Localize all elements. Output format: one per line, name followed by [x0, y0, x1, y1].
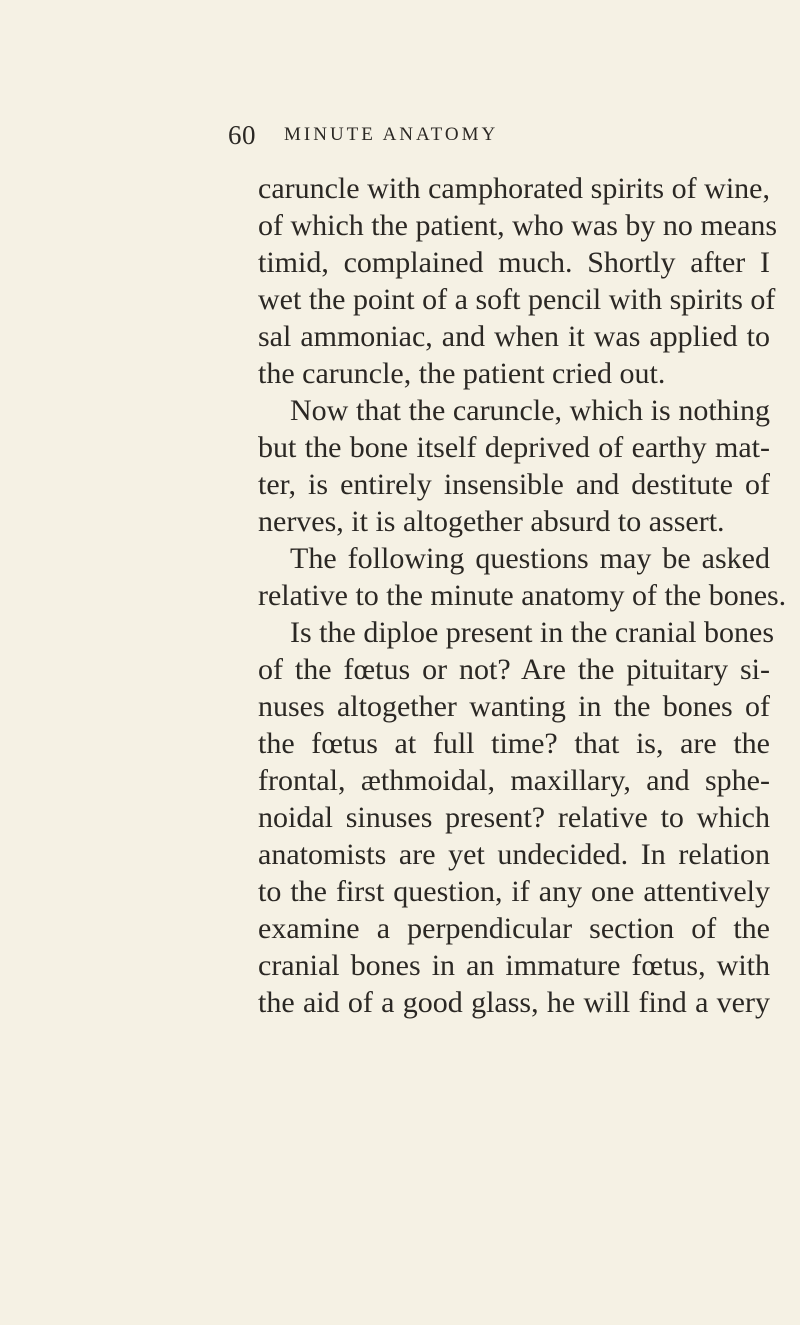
text-line: the fœtus at full time? that is, are the: [258, 727, 770, 760]
text-line: sal ammoniac, and when it was applied to: [258, 320, 770, 353]
text-line: ter, is entirely insensible and destitute of: [258, 468, 770, 501]
text-line: the caruncle, the patient cried out.: [258, 357, 666, 390]
page-header: [228, 120, 728, 160]
text-line: caruncle with camphorated spirits of wine,: [258, 172, 770, 205]
text-line: examine a perpendicular section of the: [258, 912, 770, 945]
text-line: timid, complained much. Shortly after I: [258, 246, 770, 279]
text-line: Now that the caruncle, which is nothing: [290, 394, 770, 427]
text-line: nerves, it is altogether absurd to assert.: [258, 505, 725, 538]
text-line: cranial bones in an immature fœtus, with: [258, 949, 770, 982]
text-line: The following questions may be asked: [290, 542, 770, 575]
text-line: of which the patient, who was by no means: [258, 209, 778, 242]
text-line: noidal sinuses present? relative to which: [258, 801, 770, 834]
text-line: but the bone itself deprived of earthy mat-: [258, 431, 770, 464]
text-line: the aid of a good glass, he will find a very: [258, 986, 770, 1019]
text-line: to the first question, if any one attentively: [258, 875, 770, 908]
text-line: nuses altogether wanting in the bones of: [258, 690, 770, 723]
text-line: Is the diploe present in the cranial bones: [290, 616, 775, 649]
text-line: wet the point of a soft pencil with spirits of: [258, 283, 776, 316]
page-number: 60: [228, 120, 256, 150]
text-line: frontal, æthmoidal, maxillary, and sphe-: [258, 764, 770, 797]
text-line: of the fœtus or not? Are the pituitary si-: [258, 653, 770, 686]
running-title: MINUTE ANATOMY: [284, 124, 499, 145]
text-line: anatomists are yet undecided. In relation: [258, 838, 770, 871]
text-line: relative to the minute anatomy of the bones.: [258, 579, 787, 612]
